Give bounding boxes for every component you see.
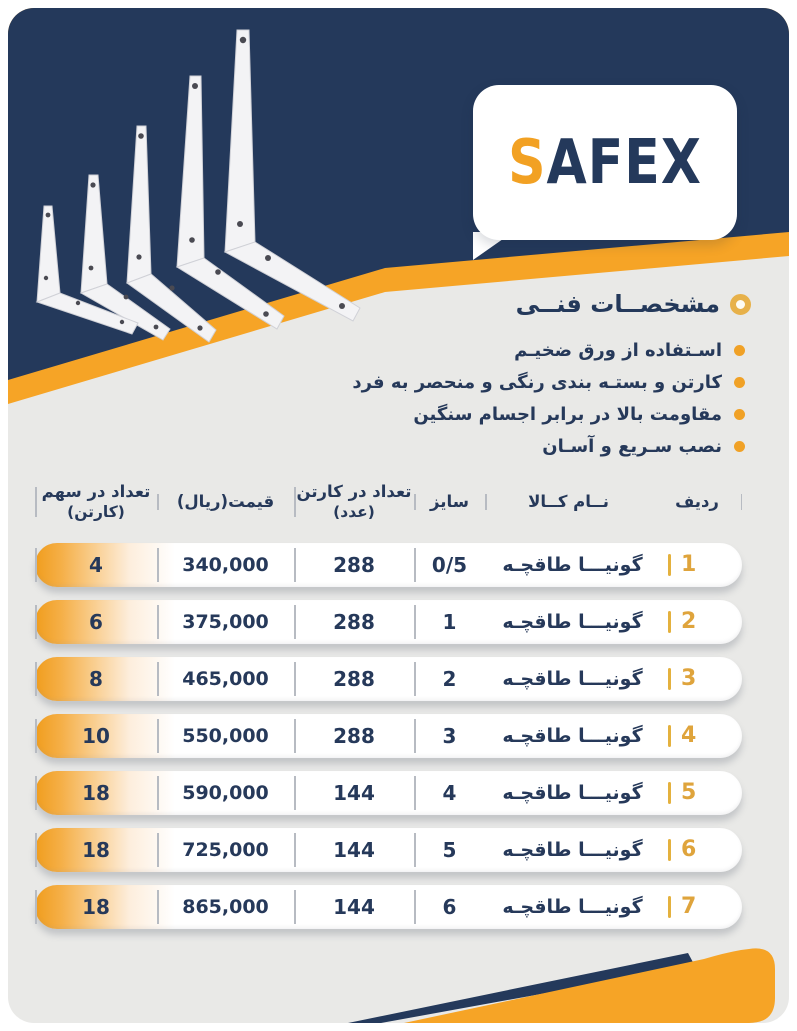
share-cell: 10 [35,714,157,758]
share-cell: 18 [35,771,157,815]
price-cell: 725,000 [157,828,294,872]
size-cell: 0/5 [414,543,485,587]
spec-text: کارتن و بستـه بندی رنگی و منحصر به فرد [352,371,722,393]
qty-cell: 288 [294,714,414,758]
price-cell: 465,000 [157,657,294,701]
header-size: سایز [414,492,485,513]
header-share [35,482,157,522]
qty-cell: 144 [294,828,414,872]
corner-orange-wedge [404,948,775,1023]
ring-bullet-icon [730,294,751,315]
dot-bullet-icon [734,345,745,356]
header-qty-line2: (عدد) [333,502,375,521]
logo-card [473,85,737,240]
price-cell: 550,000 [157,714,294,758]
product-name-cell: گونیـــا طاقچـه [502,725,643,747]
header-qty-per-carton [294,482,414,522]
spec-item [191,366,751,398]
qty-cell: 144 [294,885,414,929]
table-header [35,473,742,531]
row-number-cell [652,657,742,701]
row-number-cell [652,600,742,644]
qty-cell: 144 [294,771,414,815]
dot-bullet-icon [734,441,745,452]
header-share-line1: تعداد در سهم [41,482,151,501]
gold-bar-icon [668,839,671,861]
header-qty-line1: تعداد در کارتن [296,482,412,501]
row-number: 3 [681,666,697,691]
spec-text: مقاومت بالا در برابر اجسام سنگین [413,403,722,425]
price-cell: 590,000 [157,771,294,815]
size-cell: 4 [414,771,485,815]
row-number: 7 [681,894,697,919]
specs-title: مشخصــات فنــی [515,290,720,318]
table-row [35,771,742,815]
technical-specs-section [191,290,751,462]
qty-cell: 288 [294,600,414,644]
size-cell: 5 [414,828,485,872]
spec-text: نصب سـریع و آسـان [542,435,722,457]
table-row [35,828,742,872]
size-cell: 6 [414,885,485,929]
gold-bar-icon [668,554,671,576]
share-cell: 18 [35,885,157,929]
product-name-cell: گونیـــا طاقچـه [502,896,643,918]
row-number-cell [652,543,742,587]
gold-bar-icon [668,896,671,918]
share-cell: 8 [35,657,157,701]
spec-text: اسـتفاده از ورق ضخیـم [514,339,722,361]
gold-bar-icon [668,668,671,690]
row-number: 1 [681,552,697,577]
safex-logo [508,127,702,198]
share-cell: 18 [35,828,157,872]
spec-item [191,398,751,430]
row-number-cell [652,771,742,815]
header-row-number: ردیف [652,492,742,513]
bracket-arm [37,206,60,302]
table-row [35,657,742,701]
product-name-cell: گونیـــا طاقچـه [502,782,643,804]
header-price: قیمت(ریال) [157,492,294,513]
product-name-cell: گونیـــا طاقچـه [502,554,643,576]
row-number-cell [652,885,742,929]
price-cell: 865,000 [157,885,294,929]
product-name-cell: گونیـــا طاقچـه [502,839,643,861]
dot-bullet-icon [734,377,745,388]
table-row [35,714,742,758]
logo-rest: AFEX [546,127,702,198]
table-row [35,885,742,929]
spec-item [191,430,751,462]
price-table [35,473,742,942]
bracket-arm [225,30,255,252]
row-number: 5 [681,780,697,805]
row-number: 6 [681,837,697,862]
bracket-arm [81,175,107,293]
size-cell: 3 [414,714,485,758]
row-number: 2 [681,609,697,634]
dot-bullet-icon [734,409,745,420]
poster-body [8,8,789,1023]
qty-cell: 288 [294,543,414,587]
product-name-cell: گونیـــا طاقچـه [502,611,643,633]
product-name-cell: گونیـــا طاقچـه [502,668,643,690]
price-cell: 340,000 [157,543,294,587]
share-cell: 6 [35,600,157,644]
header-share-line2: (کارتن) [67,502,125,521]
row-number: 4 [681,723,697,748]
size-cell: 2 [414,657,485,701]
specs-list [191,334,751,462]
specs-heading-row [191,290,751,318]
table-row [35,600,742,644]
gold-bar-icon [668,725,671,747]
gold-bar-icon [668,611,671,633]
qty-cell: 288 [294,657,414,701]
price-cell: 375,000 [157,600,294,644]
logo-accent-letter: S [508,127,547,198]
row-number-cell [652,714,742,758]
share-cell: 4 [35,543,157,587]
spec-item [191,334,751,366]
row-number-cell [652,828,742,872]
size-cell: 1 [414,600,485,644]
table-row [35,543,742,587]
gold-bar-icon [668,782,671,804]
header-product-name: نــام کــالا [485,492,652,513]
